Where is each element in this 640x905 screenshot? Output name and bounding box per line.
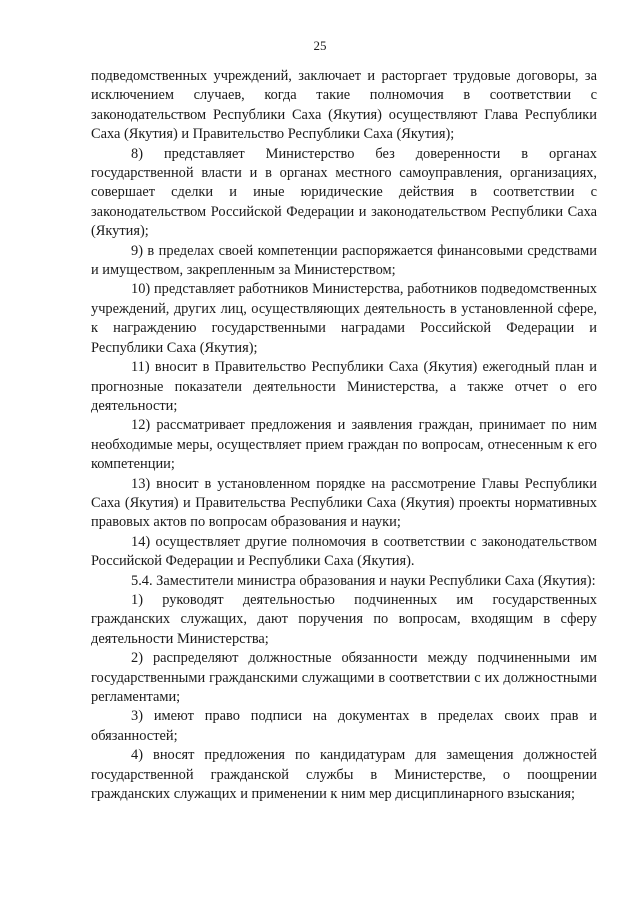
deputy-item-3: 3) имеют право подписи на документах в пределах своих прав и обязанностей;	[91, 708, 597, 744]
deputy-item-2: 2) распределяют должностные обязанности между подчиненными им государственными гражданскими служащими в соответствии с их должностными регламентами;	[91, 650, 597, 705]
paragraph-continuation: подведомственных учреждений, заключает и расторгает трудовые договоры, за исключением случаев, когда такие полномочия в соответствии с законодательством Республики Саха (Якутия) осуществляют Глава Республики Саха (Якутия) и Правительство Республики Саха (Якутия);	[91, 68, 597, 143]
document-body	[91, 67, 597, 804]
section-5-4-heading: 5.4. Заместители министра образования и науки Республики Саха (Якутия):	[131, 572, 596, 589]
deputy-item-4: 4) вносят предложения по кандидатурам для замещения должностей государственной гражданской службы в Министерстве, о поощрении гражданских служащих и применении к ним мер дисциплинарного взыскания;	[91, 747, 597, 803]
page-number: 25	[313, 38, 327, 53]
list-item-14: 14) осуществляет другие полномочия в соответствии с законодательством Российской Федерации и Республики Саха (Якутия).	[91, 533, 597, 570]
list-item-12: 12) рассматривает предложения и заявления граждан, принимает по ним необходимые меры, осуществляет прием граждан по вопросам, отнесенным к его компетенции;	[91, 417, 597, 473]
list-item-8: 8) представляет Министерство без доверенности в органах государственной власти и в органах местного самоуправления, организациях, совершает сделки и иные юридические действия в соответствии с законодательством Российской Федерации и законодательством Республики Саха (Якутия);	[91, 145, 597, 240]
deputy-item-1: 1) руководят деятельностью подчиненных им государственных гражданских служащих, дают поручения по вопросам, входящим в сферу деятельности Министерства;	[91, 591, 597, 647]
list-item-9: 9) в пределах своей компетенции распоряжается финансовыми средствами и имуществом, закрепленным за Министерством;	[91, 242, 597, 279]
list-item-10: 10) представляет работников Министерства, работников подведомственных учреждений, других лиц, осуществляющих деятельность в установленной сфере, к награждению государственными наградами Российской Федерации и Республики Саха (Якутия);	[91, 281, 597, 356]
list-item-13: 13) вносит в установленном порядке на рассмотрение Главы Республики Саха (Якутия) и Правительства Республики Саха (Якутия) проекты нормативных правовых актов по вопросам образования и науки;	[91, 475, 597, 531]
list-item-11: 11) вносит в Правительство Республики Саха (Якутия) ежегодный план и прогнозные показатели деятельности Министерства, а также отчет о его деятельности;	[91, 359, 597, 414]
